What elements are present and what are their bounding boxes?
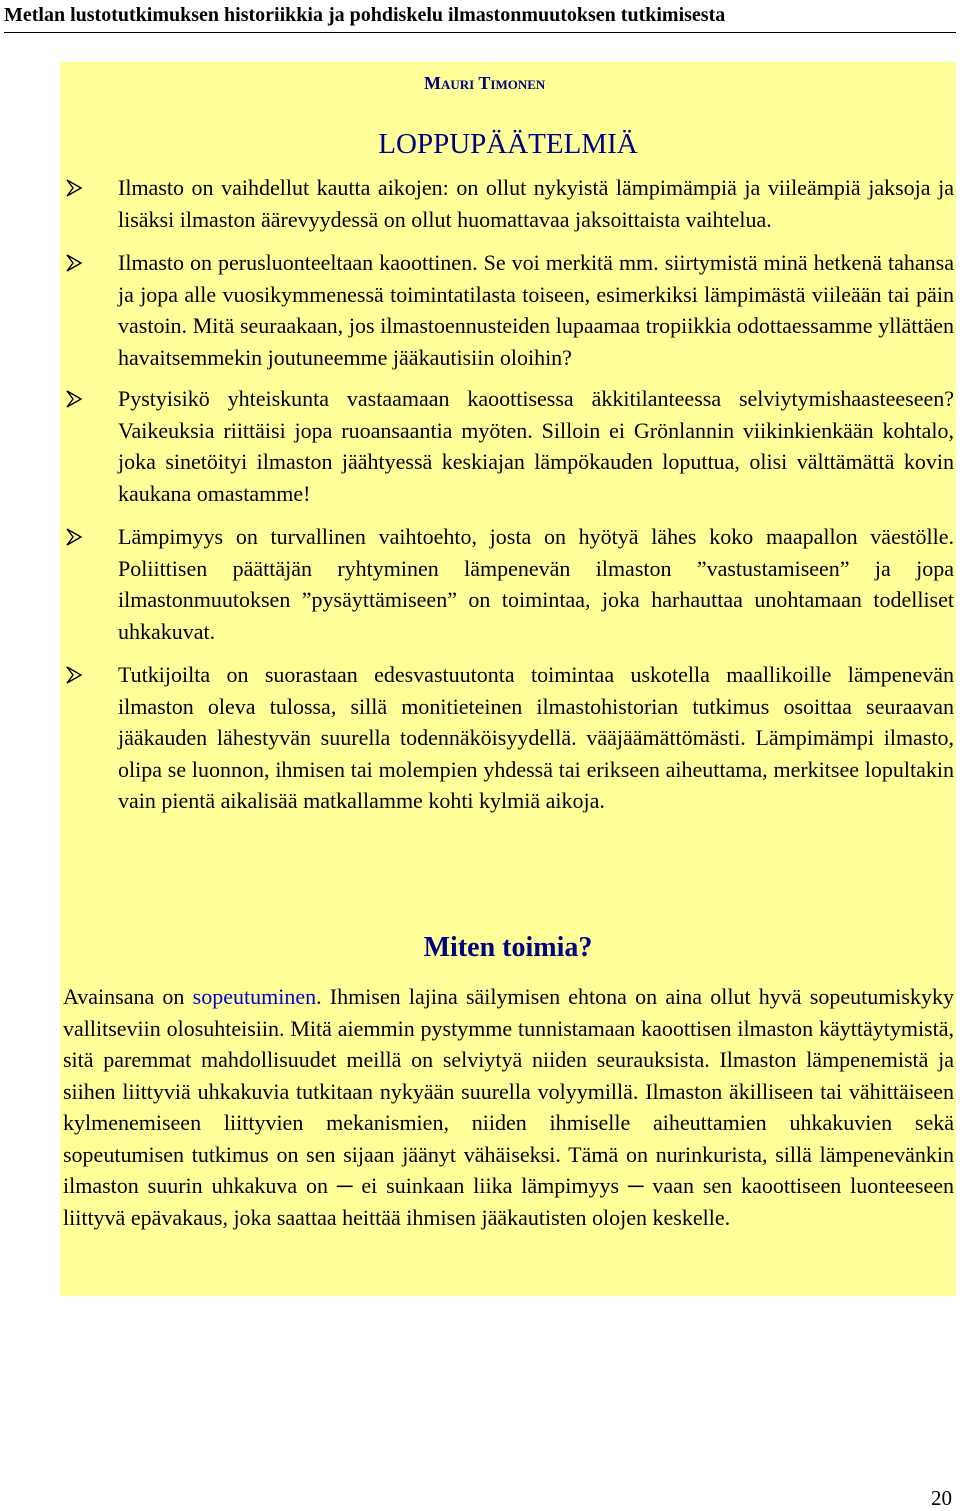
bullet-text: Lämpimyys on turvallinen vaihtoehto, josta on hyötyä lähes koko maapallon väestölle. Poliittisen päättäjän ryhtyminen lämpenevän ilmaston ”vastustamiseen” ja jopa ilmastonmuutoksen ”pysäyttämiseen” on toimintaa, joka harhauttaa unohtamaan todelliset uhkakuvat.	[118, 524, 954, 644]
conclusion-paragraph	[63, 981, 954, 1233]
subheading	[0, 930, 960, 966]
bullet-item	[66, 659, 954, 817]
bullet-text: Ilmasto on vaihdellut kautta aikojen: on ollut nykyistä lämpimämpiä ja viileämpiä jaksoja ja lisäksi ilmaston äärevyydessä on ollut huomattavaa jaksoittaista vaihtelua.	[118, 175, 954, 232]
bullet-text: Ilmasto on perusluonteeltaan kaoottinen. Se voi merkitä mm. siirtymistä minä hetkenä tahansa ja jopa alle vuosikymmenessä toimintatilasta toiseen, esimerkiksi lämpimästä viileään tai päin vastoin. Mitä seuraakaan, jos ilmastoennusteiden lupaamaa tropiikkia odottaessamme yllättäen havaitsemmekin joutuneemme jääkautisiin oloihin?	[118, 250, 954, 370]
bullet-item	[66, 521, 954, 647]
arrowhead-bullet-icon	[66, 528, 82, 546]
author-name: Mauri Timonen	[424, 73, 546, 93]
section-title-text: LOPPUPÄÄTELMIÄ	[378, 128, 638, 160]
conclusion-bullet-list	[66, 172, 954, 829]
section-title	[0, 126, 960, 162]
bullet-item	[66, 247, 954, 373]
running-header-title: Metlan lustotutkimuksen historiikkia ja pohdiskelu ilmastonmuutoksen tutkimisesta	[4, 4, 726, 26]
running-header	[4, 2, 956, 33]
paragraph-body: . Ihmisen lajina säilymisen ehtona on aina ollut hyvä sopeutumiskyky vallitseviin olosuhteisiin. Mitä aiemmin pystymme tunnistamaan kaoottisen ilmaston käyttäytymistä, sitä paremmat mahdollisuudet meillä on selviytyä niiden seurauksista. Ilmaston lämpenemistä ja siihen liittyviä uhkakuvia tutkitaan nykyään suurella volyymillä. Ilmaston äkilliseen tai vähittäiseen kylmenemiseen liittyvien mekanismien, niiden ihmiselle aiheuttamien uhkakuvien sekä sopeutumisen tutkimus on sen sijaan jäänyt vähäiseksi. Tämä on nurinkurista, sillä lämpenevänkin ilmaston suurin uhkakuva on ─ ei suinkaan liika lämpimyys ─ vaan sen kaoottiseen luonteeseen liittyvä epävakaus, joka saattaa heittää ihmisen jääkautisten olojen keskelle.	[63, 984, 954, 1230]
bullet-text: Pystyisikö yhteiskunta vastaamaan kaoottisessa äkkitilanteessa selviytymishaasteeseen? Vaikeuksia riittäisi jopa ruoansaantia myöten. Silloin ei Grönlannin viikinkienkään kohtalo, joka sinetöityi ilmaston jäähtyessä keskiajan lämpökauden loputtua, olisi välttämättä kovin kaukana omastamme!	[118, 386, 954, 506]
keyword-highlight: sopeutuminen	[192, 984, 317, 1009]
subheading-text: Miten toimia?	[423, 932, 593, 963]
arrowhead-bullet-icon	[66, 254, 82, 272]
arrowhead-bullet-icon	[66, 179, 82, 197]
bullet-text: Tutkijoilta on suorastaan edesvastuutonta toimintaa uskotella maallikoille lämpenevän ilmaston oleva tulossa, sillä monitieteinen ilmastohistorian tutkimus osoittaa seuraavan jääkauden lähestyvän suurella todennäköisyydellä. vääjäämättömästi. Lämpimämpi ilmasto, olipa se luonnon, ihmisen tai molempien yhdessä tai erikseen aiheuttama, merkitsee lopultakin vain pientä aikalisää matkallamme kohti kylmiä aikoja.	[118, 662, 954, 813]
bullet-item	[66, 172, 954, 235]
bullet-item	[66, 383, 954, 509]
arrowhead-bullet-icon	[66, 390, 82, 408]
page-number: 20	[931, 1486, 952, 1510]
arrowhead-bullet-icon	[66, 666, 82, 684]
paragraph-lead: Avainsana on	[63, 984, 193, 1009]
